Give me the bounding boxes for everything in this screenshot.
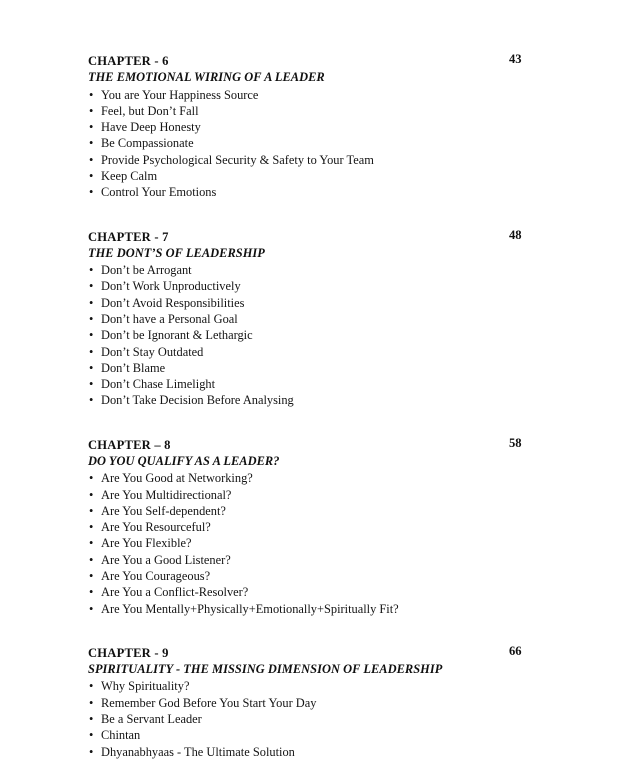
topic-list-item [88, 601, 540, 617]
topic-label: Don’t be Ignorant & Lethargic [101, 328, 253, 343]
bullet-icon: • [89, 136, 94, 151]
chapter-block [88, 228, 540, 409]
bullet-icon: • [89, 503, 94, 518]
topic-label: Provide Psychological Security & Safety to Your Team [101, 152, 374, 167]
topic-label: Are You Mentally+Physically+Emotionally+Spiritually Fit? [101, 601, 399, 616]
chapter-number: CHAPTER - 7 [88, 229, 169, 244]
topic-list [88, 470, 540, 617]
topic-list-item [88, 727, 540, 743]
bullet-icon: • [89, 712, 94, 727]
topic-list-item [88, 360, 540, 376]
bullet-icon: • [89, 103, 94, 118]
topic-label: Don’t Chase Limelight [101, 377, 216, 392]
bullet-icon: • [89, 279, 94, 294]
bullet-icon: • [89, 185, 94, 200]
bullet-icon: • [89, 168, 94, 183]
chapter-block [88, 644, 540, 760]
bullet-icon: • [89, 744, 94, 759]
chapter-page-number: 43 [509, 52, 522, 66]
chapter-block [88, 436, 540, 617]
topic-list-item [88, 295, 540, 311]
topic-list-item [88, 487, 540, 503]
chapter-block [88, 52, 540, 201]
topic-list-item [88, 678, 540, 694]
bullet-icon: • [89, 263, 94, 278]
chapter-title: DO YOU QUALIFY AS A LEADER? [88, 453, 280, 468]
topic-label: Are You Flexible? [101, 536, 192, 551]
bullet-icon: • [89, 520, 94, 535]
topic-list-item [88, 744, 540, 760]
bullet-icon: • [89, 487, 94, 502]
bullet-icon: • [89, 344, 94, 359]
topic-list-item [88, 584, 540, 600]
topic-label: Chintan [101, 728, 141, 743]
chapter-title: SPIRITUALITY - THE MISSING DIMENSION OF LEADERSHIP [88, 661, 443, 676]
chapter-title: THE DONT’S OF LEADERSHIP [88, 245, 265, 260]
bullet-icon: • [89, 552, 94, 567]
bullet-icon: • [89, 152, 94, 167]
topic-list-item [88, 392, 540, 408]
topic-list-item [88, 119, 540, 135]
topic-list [88, 678, 540, 759]
topic-list-item [88, 519, 540, 535]
topic-label: Have Deep Honesty [101, 120, 201, 135]
topic-label: Don’t have a Personal Goal [101, 311, 238, 326]
topic-list-item [88, 344, 540, 360]
topic-list-item [88, 311, 540, 327]
topic-label: Don’t be Arrogant [101, 263, 192, 278]
topic-list-item [88, 503, 540, 519]
topic-list-item [88, 168, 540, 184]
bullet-icon: • [89, 377, 94, 392]
topic-label: You are Your Happiness Source [101, 87, 259, 102]
topic-label: Are You Multidirectional? [101, 487, 232, 502]
bullet-icon: • [89, 471, 94, 486]
topic-list-item [88, 87, 540, 103]
chapter-page-number: 48 [509, 227, 522, 242]
bullet-icon: • [89, 695, 94, 710]
topic-list-item [88, 568, 540, 584]
topic-list-item [88, 103, 540, 119]
bullet-icon: • [89, 601, 94, 616]
chapter-number: CHAPTER - 6 [88, 54, 169, 68]
topic-list-item [88, 135, 540, 151]
bullet-icon: • [89, 728, 94, 743]
topic-label: Don’t Avoid Responsibilities [101, 295, 245, 310]
bullet-icon: • [89, 328, 94, 343]
topic-label: Keep Calm [101, 168, 158, 183]
topic-label: Don’t Take Decision Before Analysing [101, 393, 294, 408]
bullet-icon: • [89, 569, 94, 584]
topic-label: Are You a Good Listener? [101, 552, 231, 567]
chapter-heading-row [88, 644, 540, 662]
topic-label: Be a Servant Leader [101, 712, 202, 727]
topic-label: Dhyanabhyaas - The Ultimate Solution [101, 744, 295, 759]
bullet-icon: • [89, 87, 94, 102]
bullet-icon: • [89, 120, 94, 135]
topic-label: Are You Self-dependent? [101, 503, 226, 518]
topic-list-item [88, 184, 540, 200]
topic-label: Feel, but Don’t Fall [101, 103, 199, 118]
topic-list-item [88, 327, 540, 343]
topic-label: Don’t Stay Outdated [101, 344, 204, 359]
topic-label: Are You Resourceful? [101, 520, 211, 535]
topic-list-item [88, 470, 540, 486]
topic-list-item [88, 552, 540, 568]
chapter-heading-row [88, 52, 540, 70]
topic-label: Don’t Blame [101, 360, 166, 375]
topic-label: Are You Good at Networking? [101, 471, 253, 486]
topic-list-item [88, 278, 540, 294]
bullet-icon: • [89, 393, 94, 408]
topic-list-item [88, 535, 540, 551]
chapter-number: CHAPTER - 9 [88, 645, 169, 660]
chapter-title: THE EMOTIONAL WIRING OF A LEADER [88, 70, 325, 84]
chapter-number: CHAPTER – 8 [88, 437, 171, 452]
bullet-icon: • [89, 536, 94, 551]
bullet-icon: • [89, 295, 94, 310]
table-of-contents [88, 52, 540, 760]
topic-list-item [88, 695, 540, 711]
topic-list [88, 87, 540, 201]
topic-label: Why Spirituality? [101, 679, 190, 694]
topic-label: Don’t Work Unproductively [101, 279, 241, 294]
bullet-icon: • [89, 311, 94, 326]
topic-list-item [88, 376, 540, 392]
chapter-page-number: 66 [509, 643, 522, 658]
topic-list-item [88, 152, 540, 168]
chapter-page-number: 58 [509, 435, 522, 450]
bullet-icon: • [89, 679, 94, 694]
bullet-icon: • [89, 360, 94, 375]
chapter-heading-row [88, 228, 540, 246]
topic-label: Be Compassionate [101, 136, 194, 151]
chapter-heading-row [88, 436, 540, 454]
topic-label: Remember God Before You Start Your Day [101, 695, 317, 710]
topic-list-item [88, 262, 540, 278]
topic-label: Are You a Conflict-Resolver? [101, 585, 249, 600]
topic-list [88, 262, 540, 409]
topic-label: Control Your Emotions [101, 185, 217, 200]
topic-list-item [88, 711, 540, 727]
bullet-icon: • [89, 585, 94, 600]
topic-label: Are You Courageous? [101, 569, 211, 584]
